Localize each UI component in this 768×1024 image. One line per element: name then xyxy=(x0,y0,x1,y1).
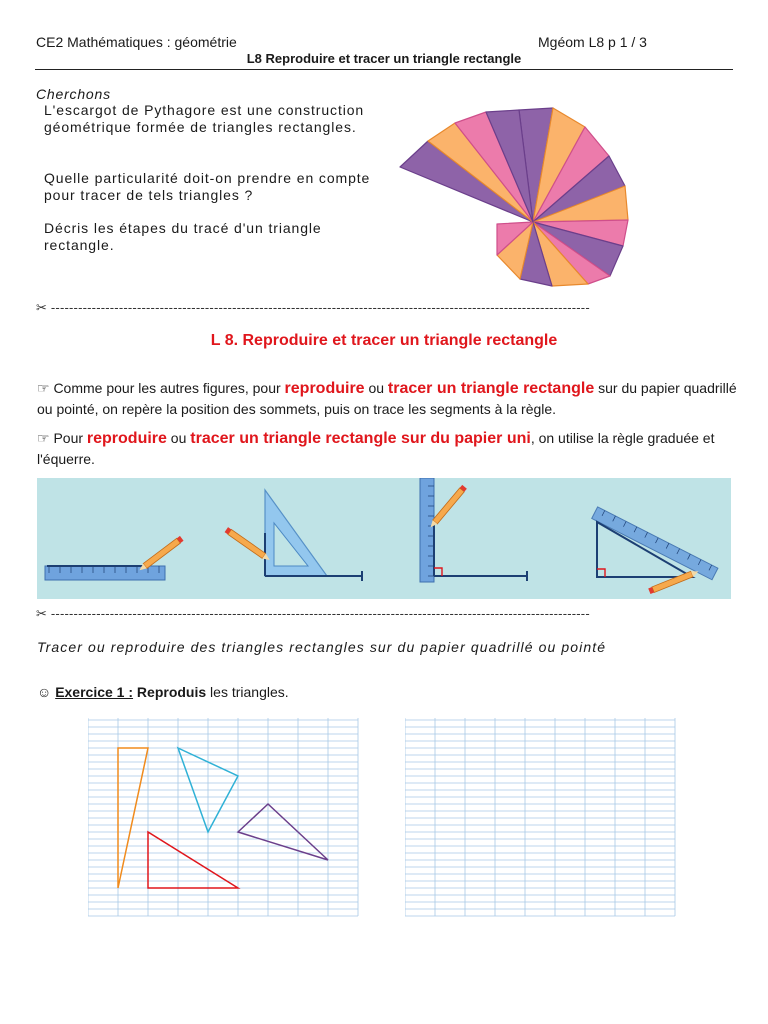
para1-text: sur du papier quadrillé ou pointé, on repère la position des sommets, puis on trace les segments à la règle. xyxy=(37,380,737,417)
para1-keyword-tracer: tracer un triangle rectangle xyxy=(387,380,595,397)
step3-vertical-ruler xyxy=(415,478,575,599)
header-page-ref: Mgéom L8 p 1 / 3 xyxy=(538,34,647,50)
para1-keyword-reproduire: reproduire xyxy=(284,380,365,397)
intro-paragraph-3: Décris les étapes du tracé d'un triangle rectangle. xyxy=(44,220,322,253)
para2-keyword-tracer: tracer un triangle rectangle sur du papier uni xyxy=(190,430,531,447)
step4-close-triangle xyxy=(582,478,731,599)
exercise-1-verb: Reproduis xyxy=(136,684,207,700)
para1-text: ou xyxy=(364,380,388,396)
para2-text: ☞ Pour xyxy=(37,430,87,446)
cherchons-label: Cherchons xyxy=(36,86,111,102)
answer-grid[interactable] xyxy=(405,718,677,918)
cut-line-1: ✂ ----------------------------------------------------------------------------------------------------------------------- xyxy=(36,300,590,315)
drawing-steps-illustration xyxy=(37,478,731,599)
para1-text: ☞ Comme pour les autres figures, pour xyxy=(37,380,285,396)
header-subject: CE2 Mathématiques : géométrie xyxy=(36,34,237,50)
header-title: L8 Reproduire et tracer un triangle rectangle xyxy=(246,51,522,66)
intro-paragraph-2: Quelle particularité doit-on prendre en compte pour tracer de tels triangles ? xyxy=(44,170,371,203)
model-grid xyxy=(88,718,360,918)
exercise-1-heading xyxy=(37,684,289,700)
smiley-icon: ☺ xyxy=(37,684,52,700)
para2-text: , on utilise la règle graduée et l'équerre. xyxy=(37,430,715,467)
lesson-paragraph-2 xyxy=(37,428,737,469)
lesson-title: L 8. Reproduire et tracer un triangle rectangle xyxy=(210,332,558,349)
intro-paragraph-1: L'escargot de Pythagore est une construction géométrique formée de triangles rectangles. xyxy=(44,102,365,135)
cut-line-2: ✂ ----------------------------------------------------------------------------------------------------------------------- xyxy=(36,606,590,621)
exercise-1-label: Exercice 1 : xyxy=(55,684,134,700)
header-rule xyxy=(35,69,733,70)
exercise-instruction: Tracer ou reproduire des triangles rectangles sur du papier quadrillé ou pointé xyxy=(37,639,607,655)
step1-ruler-pencil xyxy=(37,478,207,599)
para2-text: ou xyxy=(166,430,191,446)
step2-set-square xyxy=(212,478,372,599)
para2-keyword-reproduire: reproduire xyxy=(86,430,167,447)
pythagoras-spiral-illustration xyxy=(396,100,641,295)
exercise-1-rest: les triangles. xyxy=(206,684,289,700)
lesson-paragraph-1 xyxy=(37,378,737,419)
